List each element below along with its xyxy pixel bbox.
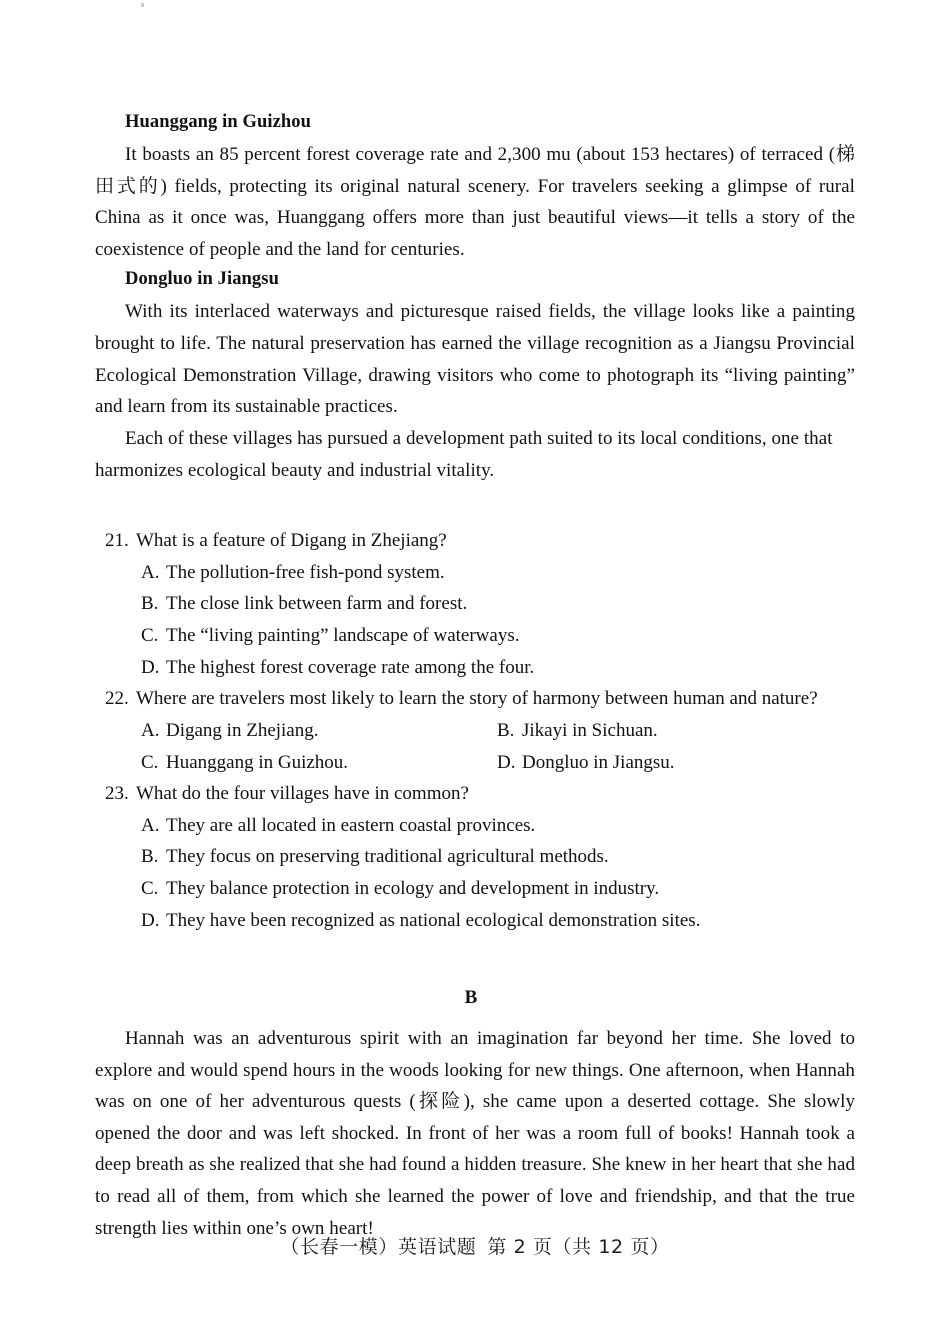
option-text: Jikayi in Sichuan. [522, 719, 658, 741]
question-22-option-d[interactable] [497, 747, 855, 779]
question-21-stem: What is a feature of Digang in Zhejiang? [136, 530, 447, 552]
option-letter: D. [497, 751, 516, 773]
option-letter: C. [141, 625, 159, 647]
question-21-option-c[interactable] [141, 620, 855, 652]
spacer-before-section-b [95, 936, 855, 982]
page-content [95, 108, 855, 1244]
village-paragraph-dongluo: With its interlaced waterways and picturesque raised fields, the village looks like a painting brought to life. The natural preservation has earned the village recognition as a Jiangsu Provincial Ecological Demonstration Village, drawing visitors who come to photograph its “living painting” and learn from its sustainable practices. [95, 301, 855, 418]
option-text: The pollution-free fish-pond system. [166, 561, 445, 583]
option-text: The “living painting” landscape of waterways. [166, 625, 520, 647]
question-21-number: 21. [105, 530, 129, 552]
page-footer [0, 1232, 950, 1259]
footer-page-info: 第 2 页（共 12 页） [487, 1236, 670, 1258]
option-text: Digang in Zhejiang. [166, 719, 319, 741]
option-text: They balance protection in ecology and development in industry. [166, 878, 660, 900]
passage-b-paragraph: Hannah was an adventurous spirit with an imagination far beyond her time. She loved to explore and would spend hours in the woods looking for new things. One afternoon, when Hannah was on one of her adventurous quests (探险), she came upon a deserted cottage. She slowly opened the door and was left shocked. In front of her was a room full of books! Hannah took a deep breath as she realized that she had found a hidden treasure. She knew in her heart that she had to read all of them, from which she learned the power of love and friendship, and that the true strength lies within one’s own heart! [95, 1027, 855, 1239]
passage-a-closing-paragraph: Each of these villages has pursued a development path suited to its local conditions, one that harmonizes ecological beauty and industrial vitality. [95, 427, 833, 481]
option-letter: B. [497, 719, 515, 741]
option-letter: A. [141, 561, 160, 583]
question-22-option-c[interactable] [141, 747, 497, 779]
question-22-options-row-2 [141, 747, 855, 779]
question-21-option-a[interactable] [141, 557, 855, 589]
village-heading-dongluo: Dongluo in Jiangsu [125, 269, 279, 290]
question-22-option-a[interactable] [141, 715, 497, 747]
spacer-before-questions [95, 486, 855, 525]
question-23-number: 23. [105, 783, 129, 805]
question-23-stem: What do the four villages have in common? [136, 783, 469, 805]
option-letter: A. [141, 814, 160, 836]
question-23-option-c[interactable] [141, 873, 855, 905]
question-22-stem: Where are travelers most likely to learn the story of harmony between human and nature? [136, 688, 818, 710]
question-22-number: 22. [105, 688, 129, 710]
option-letter: B. [141, 846, 159, 868]
spacer-after-section-b [95, 1014, 855, 1023]
question-23 [95, 778, 855, 936]
question-22-options-row-1 [141, 715, 855, 747]
village-heading-huanggang: Huanggang in Guizhou [125, 112, 312, 132]
option-letter: C. [141, 878, 159, 900]
question-21-stem-line [105, 525, 855, 557]
question-21-option-b[interactable] [141, 588, 855, 620]
option-text: Dongluo in Jiangsu. [522, 751, 675, 773]
scan-artifact-speck [141, 3, 144, 7]
option-text: They have been recognized as national ecological demonstration sites. [166, 909, 701, 931]
question-21 [95, 525, 855, 683]
option-letter: C. [141, 751, 159, 773]
option-text: They are all located in eastern coastal provinces. [166, 814, 536, 836]
option-letter: D. [141, 909, 160, 931]
option-letter: A. [141, 719, 160, 741]
question-23-option-d[interactable] [141, 905, 855, 937]
option-text: The highest forest coverage rate among the four. [166, 656, 535, 678]
question-22-option-b[interactable] [497, 715, 855, 747]
question-21-option-d[interactable] [141, 652, 855, 684]
village-paragraph-huanggang: It boasts an 85 percent forest coverage rate and 2,300 mu (about 153 hectares) of terraced (梯田式的) fields, protecting its original natural scenery. For travelers seeking a glimpse of rural China as it once was, Huanggang offers more than just beautiful views—it tells a story of the coexistence of people and the land for centuries. [95, 143, 855, 260]
section-heading-b: B [464, 987, 478, 1009]
footer-exam-name: （长春一模）英语试题 [280, 1236, 477, 1258]
option-text: Huanggang in Guizhou. [166, 751, 349, 773]
option-text: The close link between farm and forest. [166, 593, 468, 615]
question-23-option-a[interactable] [141, 810, 855, 842]
question-23-option-b[interactable] [141, 841, 855, 873]
option-letter: D. [141, 656, 160, 678]
question-22-stem-line [105, 683, 855, 715]
option-text: They focus on preserving traditional agricultural methods. [166, 846, 609, 868]
question-22 [95, 683, 855, 778]
question-23-stem-line [105, 778, 855, 810]
option-letter: B. [141, 593, 159, 615]
